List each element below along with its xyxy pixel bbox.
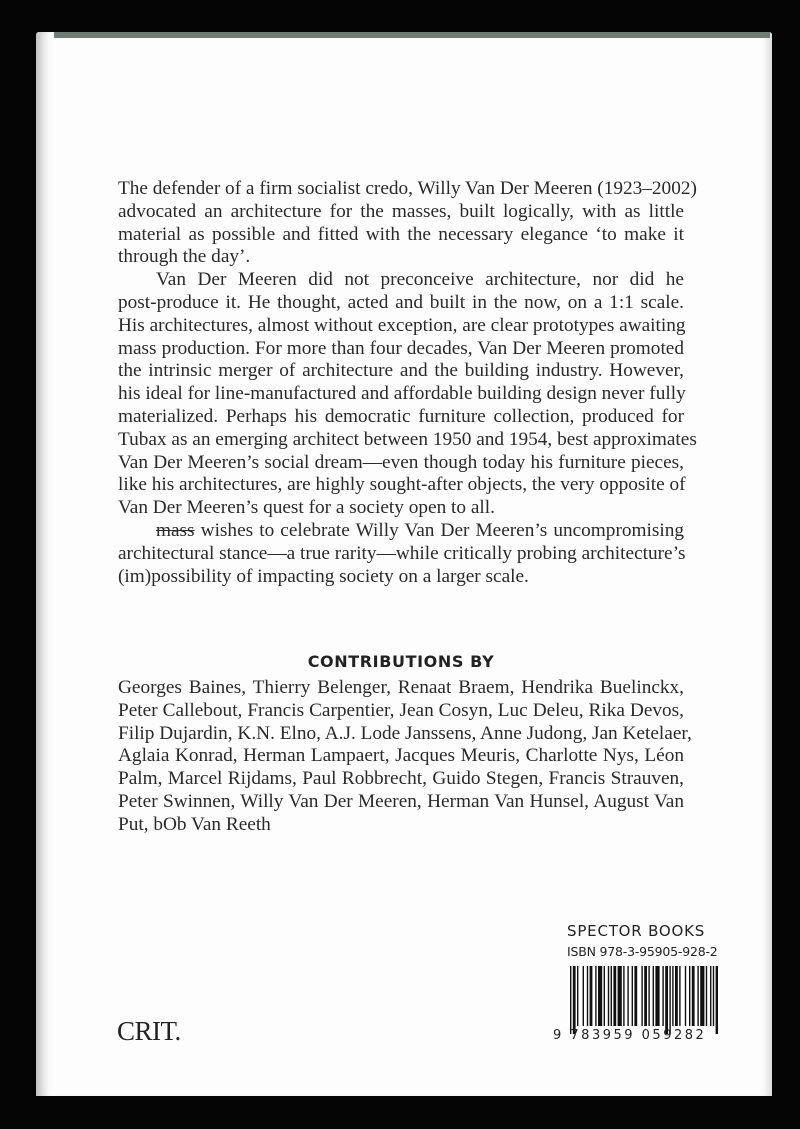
contributions-heading: CONTRIBUTIONS BY	[307, 652, 495, 671]
publisher-name: SPECTOR BOOKS	[567, 922, 706, 940]
blurb-line: Van Der Meeren’s quest for a society open to all.	[118, 497, 495, 519]
blurb-line: advocated an architecture for the masses, built logically, with as little	[118, 200, 684, 222]
barcode-bar	[595, 966, 596, 1026]
barcode-bar	[692, 966, 695, 1026]
blurb-line: The defender of a firm socialist credo, Willy Van Der Meeren (1923–2002)	[118, 178, 697, 199]
contributors-line: Peter Callebout, Francis Carpentier, Jean Cosyn, Luc Deleu, Rika Devos,	[118, 699, 684, 721]
blurb-line: (im)possibility of impacting society on a larger scale.	[118, 565, 529, 587]
barcode-bar	[590, 966, 593, 1026]
barcode-bar	[655, 966, 659, 1026]
blurb-line: materialized. Perhaps his democratic furniture collection, produced for	[118, 405, 684, 427]
blurb-line: Tubax as an emerging architect between 1950 and 1954, best approximates	[118, 428, 697, 450]
blurb-line: His architectures, almost without exception, are clear prototypes awaiting	[118, 314, 686, 336]
barcode-bar	[648, 966, 649, 1026]
barcode-bar	[632, 966, 633, 1026]
barcode-bar	[577, 966, 578, 1026]
blurb-line: post-produce it. He thought, acted and built in the now, on a 1:1 scale.	[118, 291, 684, 313]
barcode-bar	[672, 966, 673, 1026]
barcode-bar	[627, 966, 628, 1026]
crit-logo: CRIT.	[117, 1016, 181, 1046]
barcode-digits: 9 783959 059282	[553, 1028, 707, 1043]
blurb-line: architectural stance—a true rarity—while critically probing architecture’s	[118, 542, 686, 564]
barcode-bar	[653, 966, 654, 1026]
contributors-list	[118, 677, 692, 837]
barcode-bar	[604, 966, 605, 1026]
barcode-bar	[611, 966, 612, 1026]
barcode-bar	[675, 966, 678, 1026]
blurb-text	[118, 178, 697, 588]
contributors-line: Peter Swinnen, Willy Van Der Meeren, Herman Van Hunsel, August Van	[118, 790, 684, 812]
barcode-bar	[700, 966, 704, 1026]
barcode-bar	[713, 966, 714, 1026]
barcode-bar	[613, 966, 616, 1026]
blurb-line: mass production. For more than four decades, Van Der Meeren promoted	[118, 337, 684, 359]
blurb-line: mass wishes to celebrate Willy Van Der Meeren’s uncompromising	[156, 519, 684, 541]
barcode-bar	[669, 966, 670, 1034]
isbn: ISBN 978-3-95905-928-2	[567, 944, 718, 959]
blurb-line: material as possible and fitted with the necessary elegance ‘to make it	[118, 223, 684, 245]
barcode-bar	[570, 966, 571, 1034]
barcode-bar	[679, 966, 680, 1026]
contributors-line: Georges Baines, Thierry Belenger, Renaat Braem, Hendrika Buelinckx,	[118, 677, 684, 698]
barcode-bar	[587, 966, 588, 1026]
cover-top-edge	[54, 32, 770, 38]
barcode-bar	[608, 966, 609, 1026]
barcode-bar	[697, 966, 698, 1026]
barcode-bar	[644, 966, 647, 1026]
barcode-bar	[710, 966, 711, 1026]
barcode-bar	[634, 966, 637, 1026]
barcode-bar	[573, 966, 576, 1034]
barcode-bar	[641, 966, 642, 1026]
barcode-bar	[685, 966, 686, 1026]
contributors-line: Palm, Marcel Rijdams, Paul Robbrecht, Guido Stegen, Francis Strauven,	[118, 768, 684, 790]
barcode-bar	[665, 966, 668, 1034]
blurb-line: his ideal for line-manufactured and affordable building design never fully	[118, 383, 686, 405]
blurb-line: through the day’.	[118, 246, 251, 268]
barcode-bar	[662, 966, 663, 1026]
barcode-bar	[706, 966, 707, 1026]
blurb-line: Van Der Meeren’s social dream—even though today his furniture pieces,	[118, 451, 684, 473]
contributors-line: Filip Dujardin, K.N. Elno, A.J. Lode Janssens, Anne Judong, Jan Ketelaer,	[118, 722, 692, 744]
barcode-bar	[618, 966, 622, 1026]
barcode-bar	[623, 966, 624, 1026]
barcode-bar	[598, 966, 602, 1026]
mass-struck-word: mass	[156, 519, 195, 541]
barcode	[570, 966, 718, 1034]
barcode-bar	[689, 966, 690, 1026]
barcode-bar	[716, 966, 718, 1034]
blurb-line: the intrinsic merger of architecture and the building industry. However,	[118, 360, 684, 382]
blurb-line: Van Der Meeren did not preconceive architecture, nor did he	[156, 269, 684, 291]
blurb-line: like his architectures, are highly sought-after objects, the very opposite of	[118, 474, 686, 496]
contributors-line: Put, bOb Van Reeth	[118, 813, 271, 835]
contributors-line: Aglaia Konrad, Herman Lampaert, Jacques Meuris, Charlotte Nys, Léon	[118, 745, 684, 767]
barcode-bar	[583, 966, 584, 1026]
